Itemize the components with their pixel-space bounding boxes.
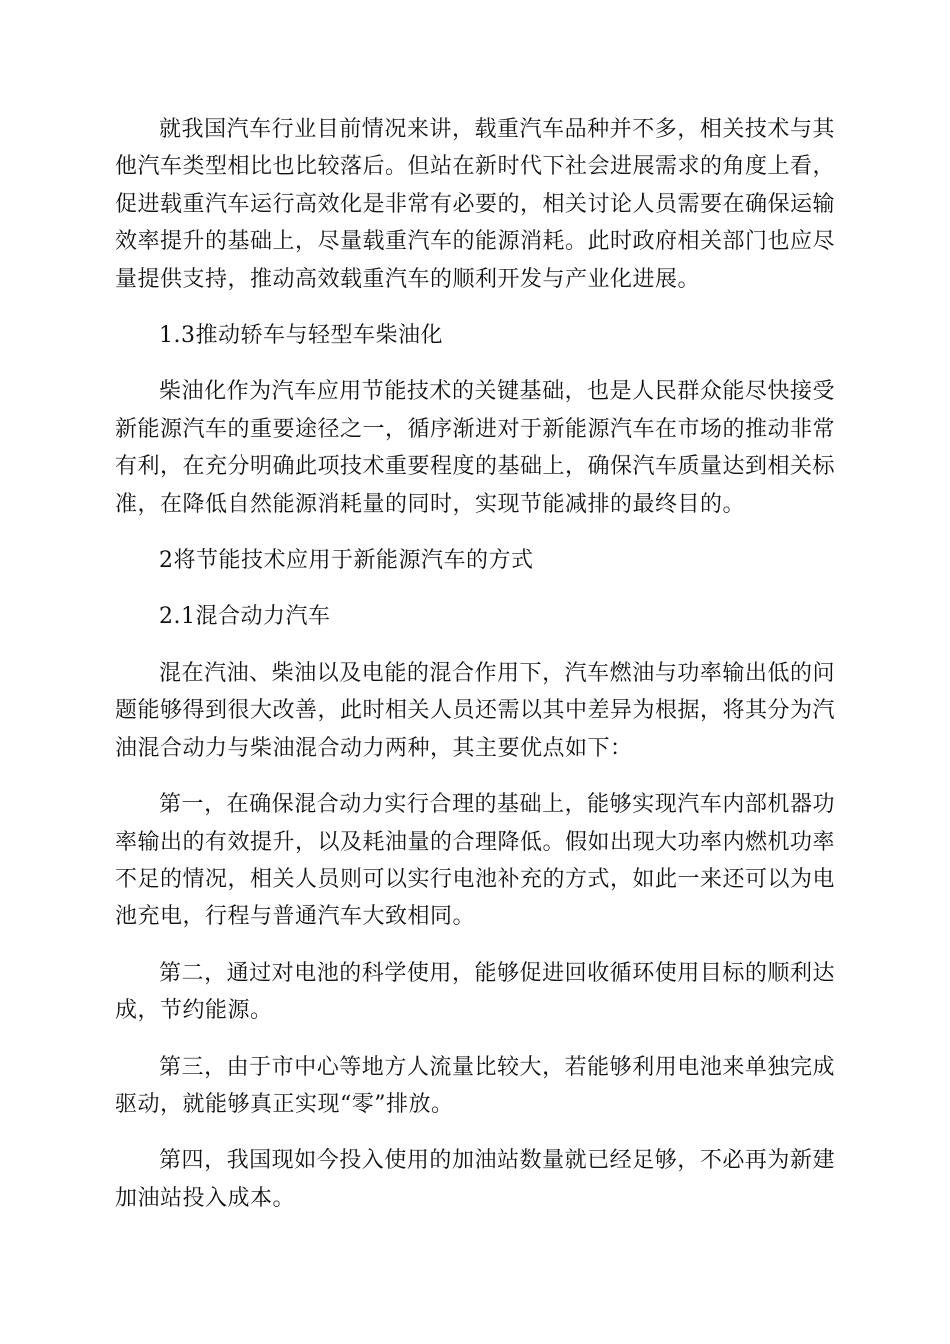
- paragraph-advantage-first: 第一，在确保混合动力实行合理的基础上，能够实现汽车内部机器功率输出的有效提升，以及耗油量的合理降低。假如出现大功率内燃机功率不足的情况，相关人员则可以实行电池补充的方式，如此一来还可以为电池充电，行程与普通汽车大致相同。: [115, 792, 836, 930]
- section-heading-2: 2将节能技术应用于新能源汽车的方式: [159, 548, 534, 574]
- paragraph-heavy-truck-efficiency: 就我国汽车行业目前情况来讲，载重汽车品种并不多，相关技术与其他汽车类型相比也比较落后。但站在新时代下社会进展需求的角度上看，促进载重汽车运行高效化是非常有必要的，相关讨论人员需要在确保运输效率提升的基础上，尽量载重汽车的能源消耗。此时政府相关部门也应尽量提供支持，推动高效载重汽车的顺利开发与产业化进展。: [115, 117, 836, 292]
- paragraph-dieselization: 柴油化作为汽车应用节能技术的关键基础，也是人民群众能尽快接受新能源汽车的重要途径之一，循序渐进对于新能源汽车在市场的推动非常有利，在充分明确此项技术重要程度的基础上，确保汽车质量达到相关标准，在降低自然能源消耗量的同时，实现节能减排的最终目的。: [115, 379, 836, 517]
- document-page: [115, 111, 835, 1236]
- paragraph-advantage-fourth: 第四，我国现如今投入使用的加油站数量就已经足够，不必再为新建加油站投入成本。: [115, 1148, 835, 1211]
- section-heading-1-3: 1.3推动轿车与轻型车柴油化: [159, 323, 443, 349]
- paragraph-advantage-second: 第二，通过对电池的科学使用，能够促进回收循环使用目标的顺利达成，节约能源。: [115, 960, 835, 1024]
- paragraph-advantage-third: 第三，由于市中心等地方人流量比较大，若能够利用电池来单独完成驱动，就能够真正实现“零”排放。: [115, 1054, 835, 1117]
- paragraph-hybrid-intro: 混在汽油、柴油以及电能的混合作用下，汽车燃油与功率输出低的问题能够得到很大改善，此时相关人员还需以其中差异为根据，将其分为汽油混合动力与柴油混合动力两种，其主要优点如下：: [115, 660, 836, 761]
- section-heading-2-1: 2.1混合动力汽车: [159, 604, 331, 630]
